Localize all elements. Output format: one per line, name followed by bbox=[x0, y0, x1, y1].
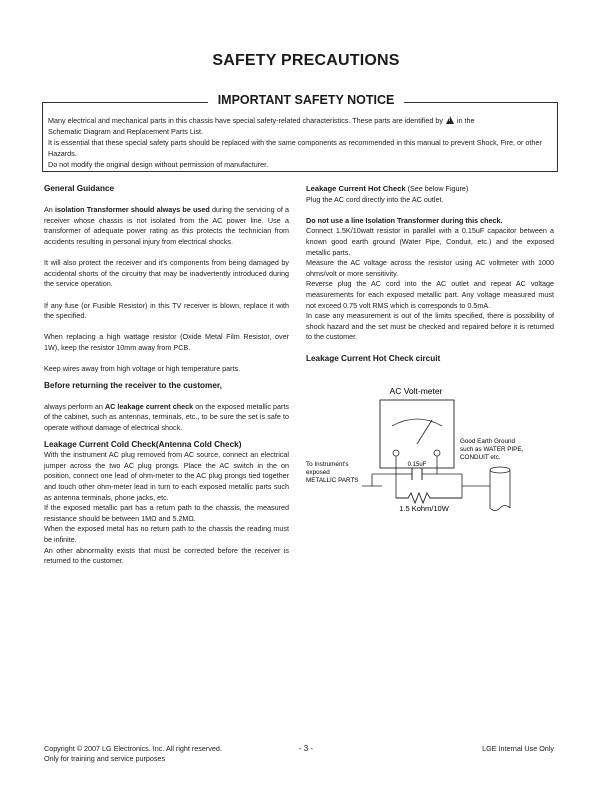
notice-heading-text: IMPORTANT SAFETY NOTICE bbox=[208, 93, 405, 107]
circuit-heading: Leakage Current Hot Check circuit bbox=[306, 353, 441, 363]
hot-check-heading: Leakage Current Hot Check bbox=[306, 184, 406, 193]
capacitor-label: 0.15uF bbox=[407, 462, 427, 468]
p1-a: An bbox=[44, 205, 53, 215]
paragraph-measure: Measure the AC voltage across the resistor using AC voltmeter with 1000 ohms/volt or more sensitivity. bbox=[306, 258, 554, 278]
paragraph-no-isolation bbox=[306, 216, 554, 227]
paragraph-cold-check: With the instrument AC plug removed from AC source, connect an electrical jumper across the two AC plug prongs. Place the AC switch in the on position, connect one lead of ohm-meter to the AC plug prongs tied together and touch other ohm-meter lead in turn to each exposed metallic parts such as antenna terminals, phone jacks, etc. bbox=[44, 450, 289, 502]
hot-check-heading-line bbox=[306, 184, 554, 195]
paragraph-connect: Connect 1.5K/10watt resistor in parallel with a 0.15uF capacitor between a known good earth ground (Water Pipe, Conduit, etc.) and the exposed metallic parts. bbox=[306, 226, 554, 257]
water-pipe bbox=[490, 470, 510, 508]
notice-line-4: Do not modify the original design without permission of manufacturer. bbox=[48, 160, 269, 169]
hot-check-circuit-diagram bbox=[300, 378, 560, 528]
paragraph-protect: It will also protect the receiver and it's components from being damaged by accidental shorts of the circuitry that may be inadvertently introduced during the service operation. bbox=[44, 258, 289, 289]
warning-triangle-icon bbox=[446, 116, 454, 124]
notice-line-1 bbox=[48, 115, 553, 126]
paragraph-plug: Plug the AC cord directly into the AC outlet. bbox=[306, 194, 444, 204]
resistor-symbol bbox=[396, 493, 462, 503]
meter-label: AC Volt-meter bbox=[389, 386, 443, 396]
general-guidance-heading: General Guidance bbox=[44, 184, 115, 193]
internal-use-text: LGE Internal Use Only bbox=[482, 744, 554, 753]
ground-label-3: CONDUIT etc. bbox=[460, 454, 501, 461]
p1-b: during the servicing of a receiver whose chassis is not isolated from the AC power line. Use a transformer of adequate power rating as this protects the technician from accidents resulting in personal injury from electrical shocks. bbox=[44, 205, 290, 246]
notice-heading bbox=[0, 93, 612, 107]
notice-line-1b: in the bbox=[456, 116, 475, 125]
ground-label-1: Good Earth Ground bbox=[460, 438, 515, 445]
voltmeter-box bbox=[380, 400, 454, 468]
notice-line-3: It is essential that these special safety parts should be replaced with the same components as recommended in this manual to prevent Shock, Fire, or other Hazards. bbox=[48, 138, 542, 158]
meter-terminal-right bbox=[434, 450, 440, 456]
notice-body bbox=[48, 115, 553, 170]
paragraph-isolation bbox=[44, 205, 289, 247]
resistor-label: 1.5 Kohm/10W bbox=[399, 504, 449, 513]
meter-needle bbox=[417, 420, 432, 444]
paragraph-ac-check bbox=[44, 402, 289, 434]
p6-a: always perform an bbox=[44, 401, 103, 411]
paragraph-limits: In case any measurement is out of the limits specified, there is possibility of shock hazard and the set must be checked and repaired before it is returned to the customer. bbox=[306, 311, 554, 342]
meter-terminal-left bbox=[393, 450, 399, 456]
notice-line-2: Schematic Diagram and Replacement Parts List. bbox=[48, 127, 203, 136]
paragraph-resistor: When replacing a high wattage resistor (Oxide Metal Film Resistor, over 1W), keep the resistor 10mm away from PCB. bbox=[44, 332, 289, 352]
page-title: SAFETY PRECAUTIONS bbox=[212, 52, 400, 69]
paragraph-no-return: When the exposed metal has no return path to the chassis the reading must be infinite. bbox=[44, 524, 289, 544]
paragraph-abnormality: An other abnormality exists that must be corrected before the receiver is returned to the customer. bbox=[44, 545, 289, 566]
before-returning-heading: Before returning the receiver to the customer, bbox=[44, 380, 222, 390]
instrument-label-2: exposed bbox=[306, 469, 330, 476]
paragraph-fuse: If any fuse (or Fusible Resistor) in this TV receiver is blown, replace it with the specified. bbox=[44, 300, 289, 321]
ground-label-2: such as WATER PIPE, bbox=[460, 446, 524, 453]
instrument-label-1: To Instrument's bbox=[306, 461, 349, 468]
hot-check-suffix: (See below Figure) bbox=[407, 184, 469, 193]
notice-line-1a: Many electrical and mechanical parts in this chassis have special safety-related characteristics. These parts are identified by bbox=[48, 116, 443, 125]
paragraph-wires: Keep wires away from high voltage or high temperature parts. bbox=[44, 364, 241, 374]
paragraph-reverse: Reverse plug the AC cord into the AC outlet and repeat AC voltage measurements for each exposed metallic part. Any voltage measured must not exceed 0.75 volt RMS which is corresponds to 0.5mA. bbox=[306, 279, 554, 310]
right-column bbox=[306, 184, 554, 364]
copyright-text: Copyright © 2007 LG Electronics. Inc. All right reserved. bbox=[44, 744, 222, 753]
p1-bold: isolation Transformer should always be used bbox=[55, 205, 210, 215]
training-text: Only for training and service purposes bbox=[44, 754, 166, 763]
p6-bold: AC leakage current check bbox=[104, 401, 194, 411]
no-isolation-bold: Do not use a line Isolation Transformer during this check. bbox=[306, 215, 503, 225]
meter-scale-arc bbox=[392, 419, 442, 426]
p6-b: on the exposed metallic parts of the cabinet, such as antennas, terminals, etc., to be sure the set is safe to operate without damage of electrical shock. bbox=[44, 401, 289, 433]
cold-check-heading: Leakage Current Cold Check(Antenna Cold Check) bbox=[44, 439, 242, 449]
instrument-label-3: METALLIC PARTS bbox=[306, 477, 359, 484]
footer-left bbox=[44, 744, 222, 764]
paragraph-return-path: If the exposed metallic part has a return path to the chassis, the measured resistance should be between 1MΩ and 5.2MΩ. bbox=[44, 503, 289, 523]
page-number: - 3 - bbox=[298, 744, 314, 753]
left-column bbox=[44, 184, 289, 567]
